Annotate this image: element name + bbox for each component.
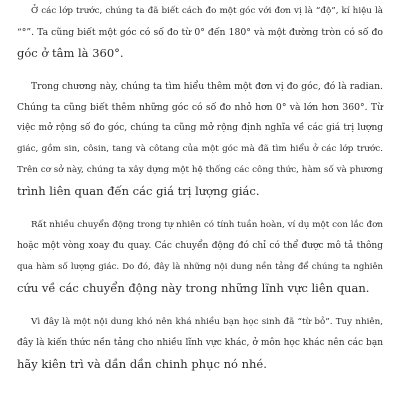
paragraph-line: giác, gồm sin, côsin, tang và côtang của một góc mà đã tìm hiểu ở các lớp trước. — [17, 144, 383, 154]
paragraph-line: “°”. Ta cũng biết một góc có số đo từ 0° đến 180° và một đường tròn có số đo — [17, 27, 383, 38]
paragraph-line: Ở các lớp trước, chúng ta đã biết cách đo một góc với đơn vị là “độ”, kí hiệu là — [31, 6, 383, 16]
paragraph-line: Trong chương này, chúng ta tìm hiểu thêm một đơn vị đo góc, đó là radian. — [31, 81, 383, 92]
paragraph-line: qua hàm số lượng giác. Do đó, đây là những nội dung nền tảng để chúng ta nghiên — [17, 262, 383, 272]
paragraph-line: Rất nhiều chuyển động trong tự nhiên có tính tuần hoàn, ví dụ một con lắc đơn — [31, 220, 383, 230]
paragraph-line: góc ở tâm là 360°. — [17, 46, 124, 60]
paragraph-line: trình liên quan đến các giá trị lượng giác. — [17, 184, 260, 198]
paragraph-line: đây là kiến thức nền tảng cho nhiều lĩnh vực khác, ở môn học khác nên các bạn — [17, 338, 383, 348]
paragraph-line: Chúng ta cũng biết thêm những góc có số đo nhỏ hơn 0° và lớn hơn 360°. Từ — [17, 102, 383, 113]
paragraph-line: Vì đây là một nội dung khó nên khá nhiều bạn học sinh đã “từ bỏ”. Tuy nhiên, — [31, 317, 383, 327]
paragraph-line: hoặc một vòng xoay đu quay. Các chuyển động đó chỉ có thể được mô tả thông — [17, 241, 383, 251]
paragraph-line: cứu về các chuyển động này trong những lĩnh vực liên quan. — [17, 281, 370, 295]
paragraph-line: hãy kiên trì và dần dần chinh phục nó nhé. — [17, 357, 267, 371]
paragraph-line: Trên cơ sở này, chúng ta xây dựng một hệ thống các công thức, hàm số và phương — [17, 165, 383, 175]
paragraph-line: việc mở rộng số đo góc, chúng ta cũng mở rộng định nghĩa về các giá trị lượng — [17, 123, 383, 133]
